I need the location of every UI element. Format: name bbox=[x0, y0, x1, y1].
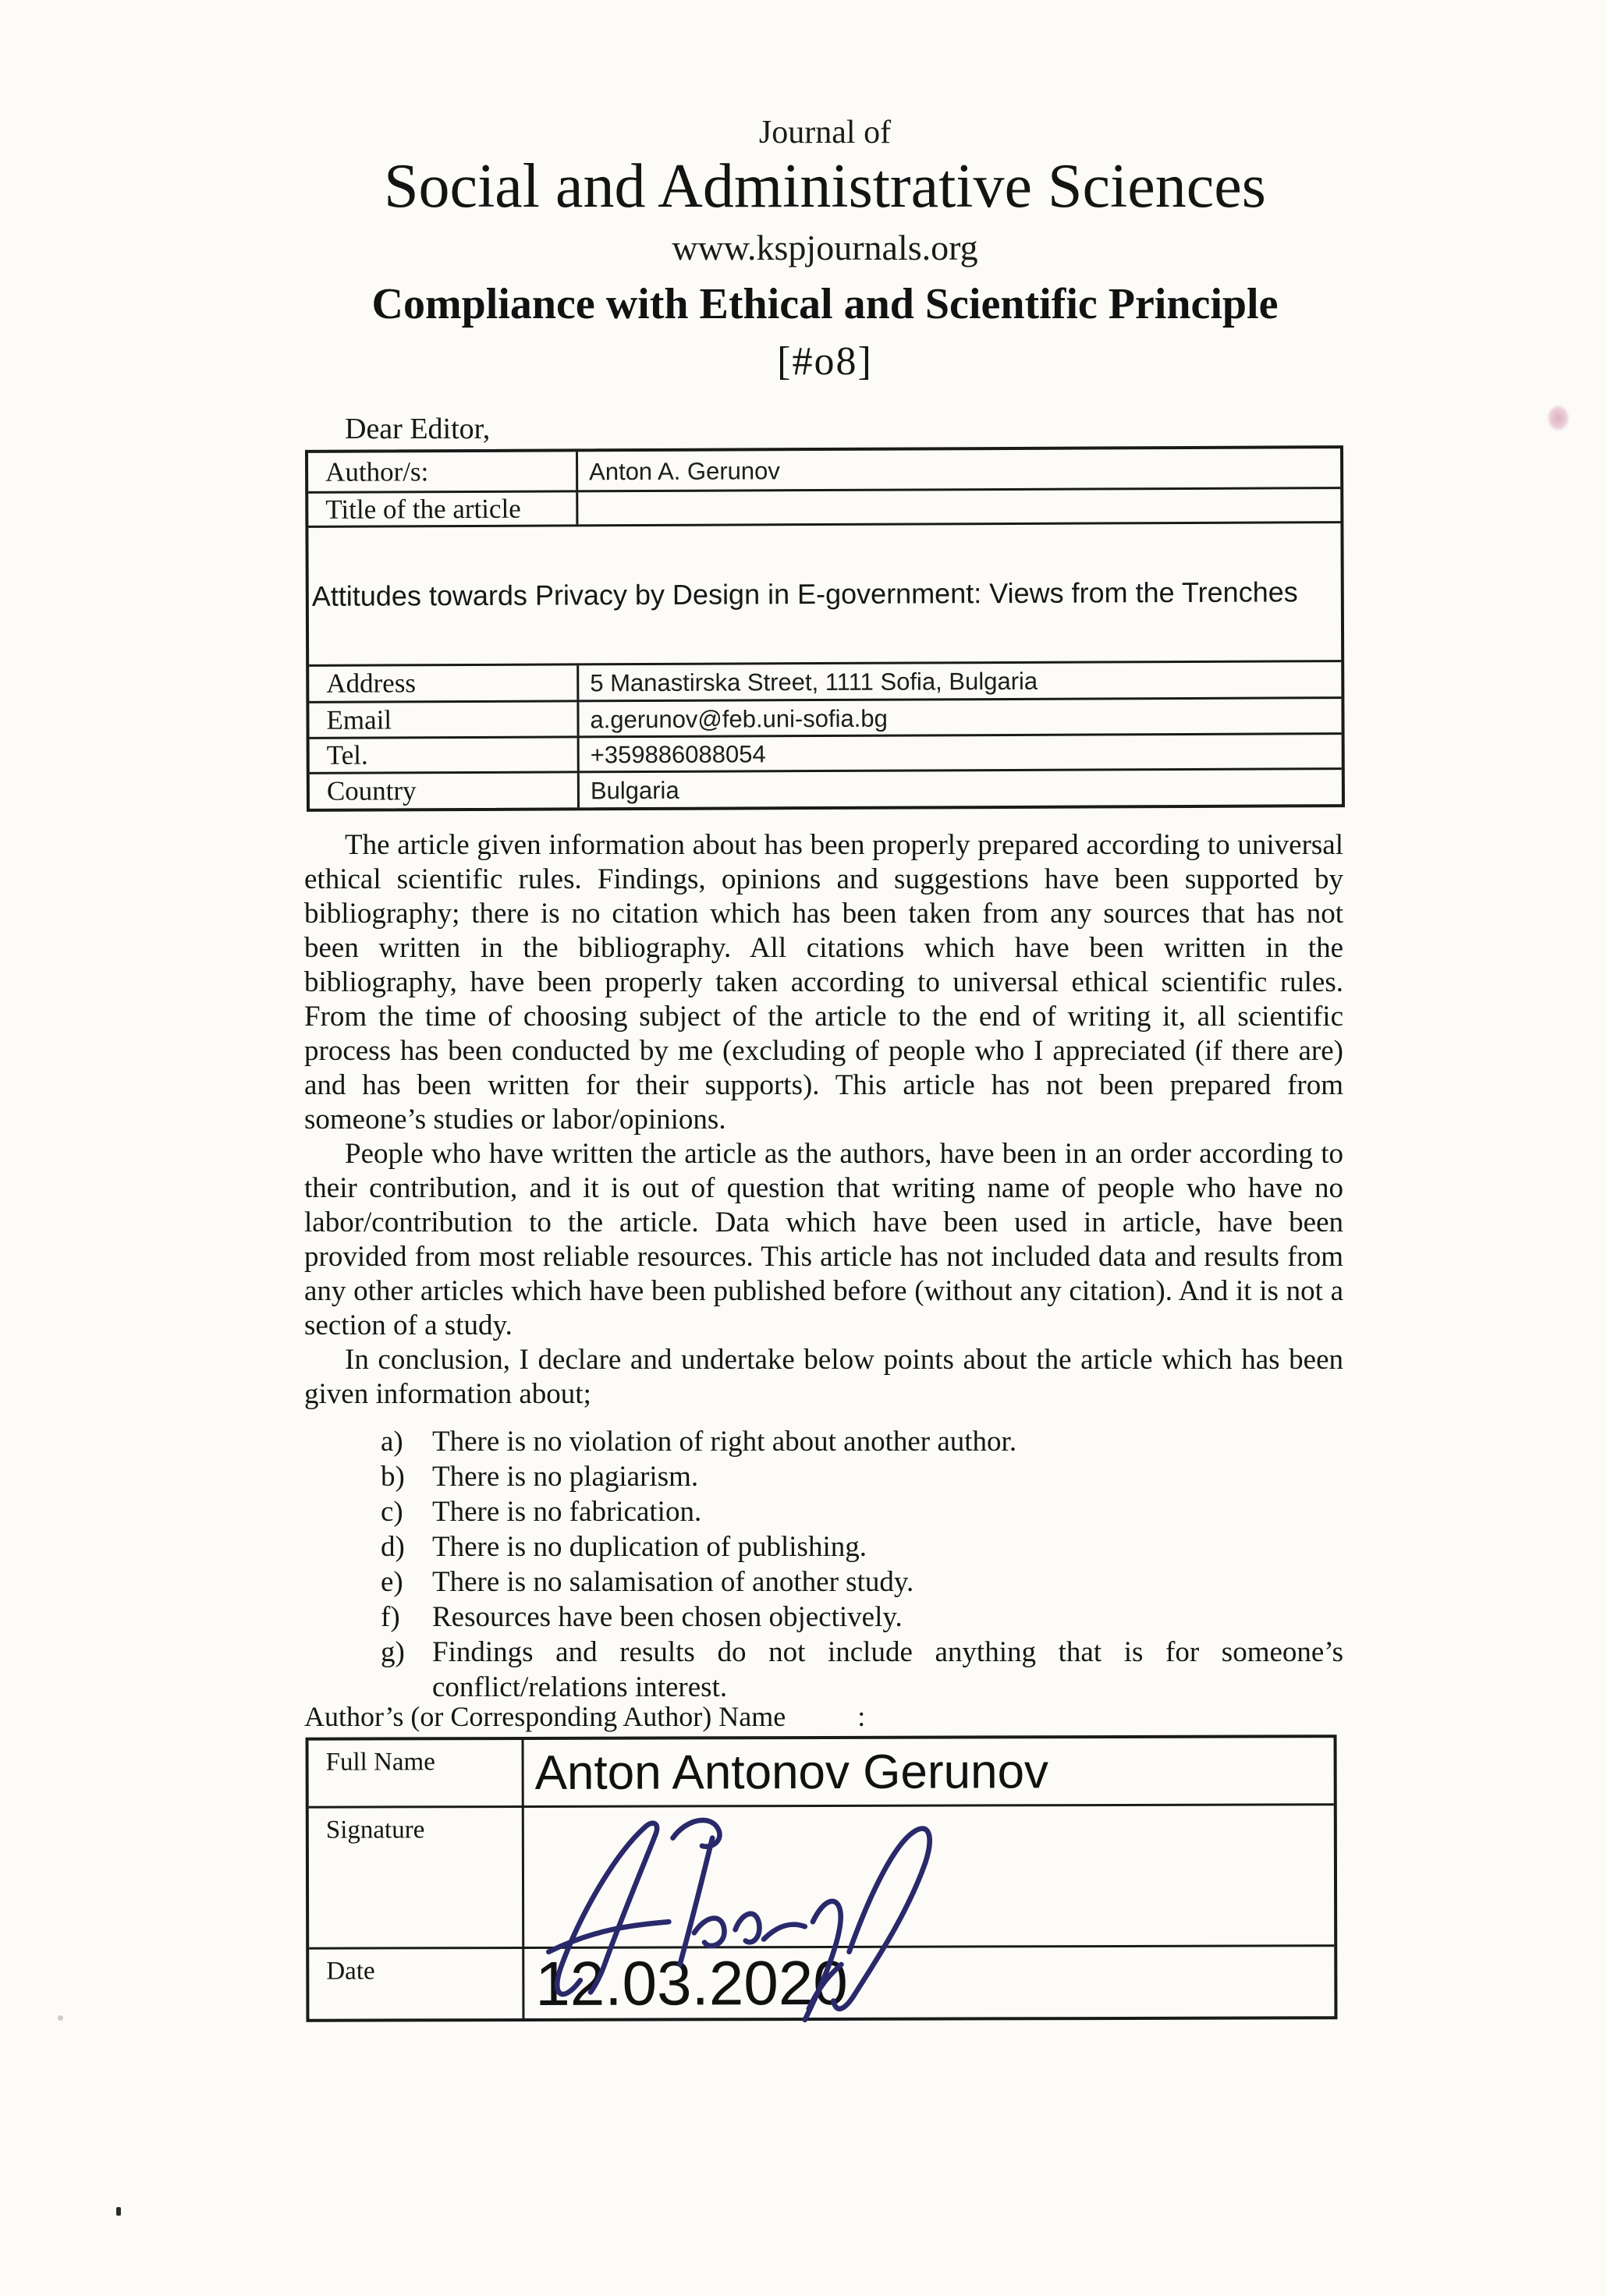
article-info-table bbox=[305, 445, 1345, 812]
salutation: Dear Editor, bbox=[345, 413, 491, 445]
list-item bbox=[381, 1494, 1343, 1529]
form-title: Compliance with Ethical and Scientific Principle bbox=[371, 280, 1279, 329]
list-marker: c) bbox=[381, 1496, 403, 1528]
signature-label: Signature bbox=[309, 1808, 524, 1947]
journal-website: www.kspjournals.org bbox=[672, 228, 978, 268]
address-value: 5 Manastirska Street, 1111 Sofia, Bulgaria bbox=[590, 667, 1038, 697]
email-label: Email bbox=[309, 702, 579, 737]
scan-smudge bbox=[1548, 406, 1569, 430]
list-item bbox=[381, 1459, 1343, 1494]
date-label: Date bbox=[309, 1949, 524, 2019]
list-item-text: There is no plagiarism. bbox=[432, 1461, 699, 1493]
list-item-text: There is no fabrication. bbox=[432, 1496, 702, 1528]
list-marker: a) bbox=[381, 1426, 403, 1458]
corresponding-author-caption bbox=[304, 1700, 865, 1733]
list-item-text: There is no salamisation of another study. bbox=[432, 1566, 914, 1598]
full-name-value: Anton Antonov Gerunov bbox=[534, 1744, 1049, 1800]
journal-prefix: Journal of bbox=[758, 115, 892, 151]
form-code: [#o8] bbox=[777, 339, 873, 384]
list-item bbox=[381, 1529, 1343, 1564]
caption-colon: : bbox=[857, 1701, 866, 1732]
title-value bbox=[578, 489, 1340, 524]
authors-label: Author/s: bbox=[308, 452, 578, 491]
signature-image bbox=[509, 1797, 1011, 2026]
declaration-text bbox=[304, 828, 1343, 1412]
declaration-paragraph-2: People who have written the article as the authors, have been in an order according to their contribution, and it is out of question that writing name of people who have no labor/contribution to the article. Data which have been used in article, have been provided from most reliable resources. This article has not included data and results from any other articles which have been published before (without any citation). And it is not a section of a study. bbox=[304, 1138, 1343, 1341]
scan-speck bbox=[58, 2015, 63, 2021]
table-row-country bbox=[310, 767, 1342, 809]
full-name-label: Full Name bbox=[309, 1740, 524, 1806]
list-item bbox=[381, 1635, 1343, 1705]
list-item-text: There is no duplication of publishing. bbox=[432, 1531, 867, 1563]
country-label: Country bbox=[310, 773, 580, 809]
article-title-text: Attitudes towards Privacy by Design in E-government: Views from the Trenches bbox=[311, 575, 1298, 612]
list-marker: e) bbox=[381, 1566, 403, 1598]
list-marker: d) bbox=[381, 1531, 405, 1563]
email-value: a.gerunov@feb.uni-sofia.bg bbox=[590, 704, 888, 733]
corresponding-author-label: Author’s (or Corresponding Author) Name bbox=[304, 1701, 786, 1732]
declaration-paragraph-1: The article given information about has been properly prepared according to universal ethical scientific rules. Findings, opinions and suggestions have been supported by bibliography; there is no citation which has been taken from any sources that has not been written in the bibliography. All citations which have been written in the bibliography, have been properly taken according to universal ethical scientific rules. From the time of choosing subject of the article to the end of writing it, all scientific process has been conducted by me (excluding of people who I appreciated (if there are) and has been written for their supports). This article has not been prepared from someone’s studies or labor/opinions. bbox=[304, 829, 1343, 1136]
table-row-authors bbox=[308, 448, 1340, 491]
list-marker: f) bbox=[381, 1601, 400, 1633]
tel-label: Tel. bbox=[310, 738, 580, 772]
date-value: 12.03.2020 bbox=[535, 1947, 848, 2018]
declaration-list bbox=[381, 1424, 1343, 1705]
declaration-paragraph-3: In conclusion, I declare and undertake below points about the article which has been given information about; bbox=[304, 1344, 1343, 1410]
address-label: Address bbox=[309, 665, 579, 701]
table-row-article-title bbox=[308, 521, 1341, 664]
list-item-text: There is no violation of right about another author. bbox=[432, 1426, 1017, 1458]
list-item bbox=[381, 1600, 1343, 1635]
list-item bbox=[381, 1424, 1343, 1459]
table-row-address bbox=[309, 660, 1341, 701]
table-row-title bbox=[308, 487, 1340, 526]
table-row-tel bbox=[310, 732, 1342, 772]
list-item-text: Resources have been chosen objectively. bbox=[432, 1601, 903, 1633]
masthead bbox=[306, 114, 1344, 384]
tel-value: +359886088054 bbox=[590, 740, 766, 769]
list-item-text: Findings and results do not include anything that is for someone’s conflict/relations interest. bbox=[432, 1636, 1343, 1703]
table-row-full-name bbox=[309, 1738, 1334, 1805]
journal-name: Social and Administrative Sciences bbox=[384, 152, 1266, 221]
table-row-email bbox=[309, 696, 1341, 737]
title-label: Title of the article bbox=[308, 492, 578, 526]
scan-speck bbox=[116, 2207, 121, 2216]
country-value: Bulgaria bbox=[590, 776, 679, 805]
list-marker: g) bbox=[381, 1636, 405, 1668]
authors-value: Anton A. Gerunov bbox=[589, 456, 780, 485]
list-item bbox=[381, 1564, 1343, 1600]
list-marker: b) bbox=[381, 1461, 405, 1493]
